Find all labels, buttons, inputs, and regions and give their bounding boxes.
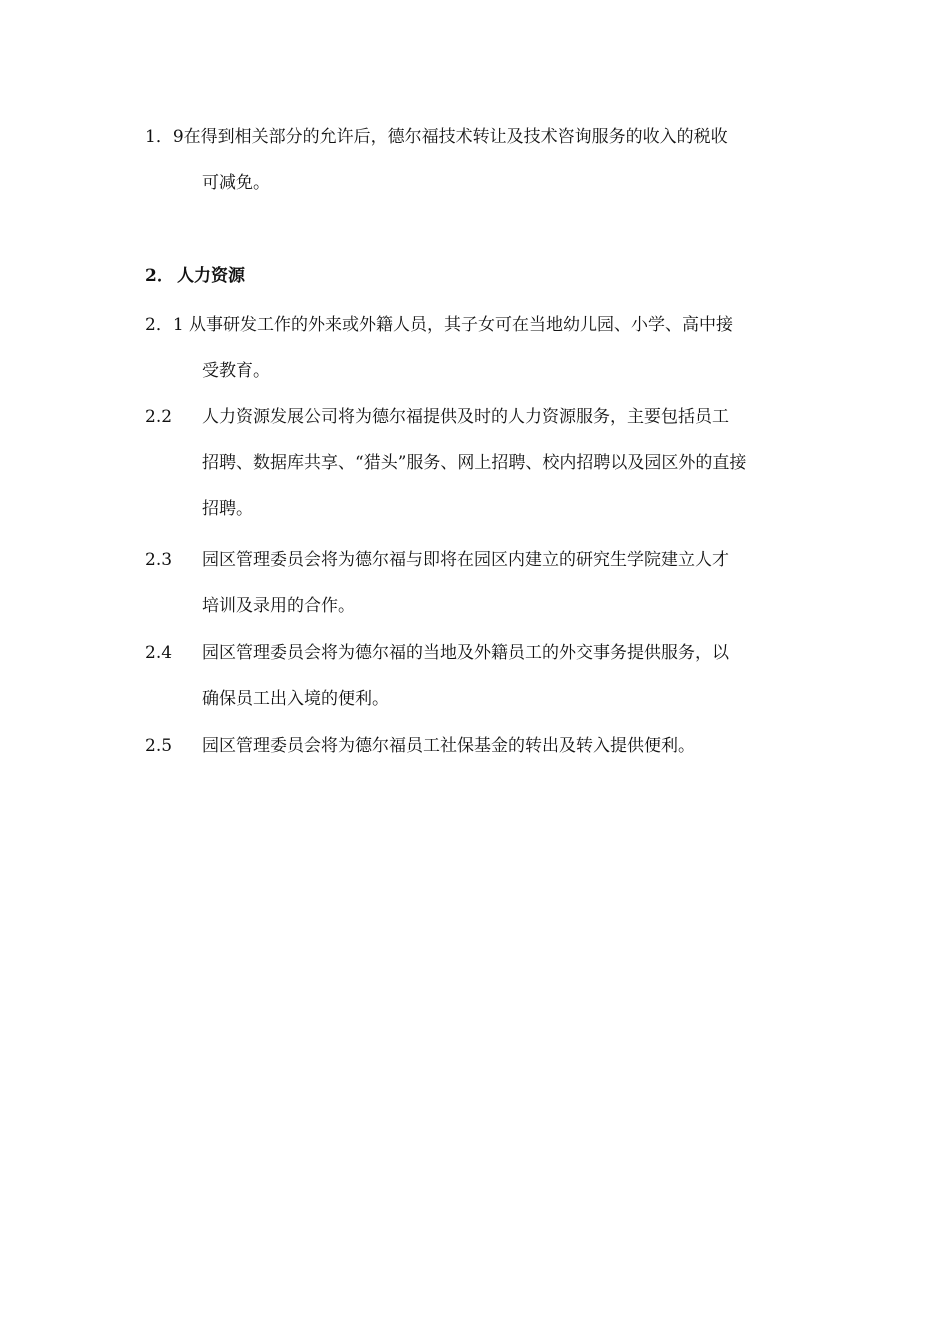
clause-2-2-line2: 招聘、数据库共享、“猎头”服务、网上招聘、校内招聘以及园区外的直接 <box>202 453 747 473</box>
section-number: 2． <box>145 266 174 286</box>
clause-1-9-line2: 可减免。 <box>202 173 270 193</box>
clause-number: 1．9 <box>145 127 184 147</box>
clause-number: 2．1 <box>145 315 184 335</box>
clause-2-4-line1 <box>145 630 815 676</box>
clause-2-5-line1 <box>145 723 815 769</box>
clause-2-1 <box>145 302 815 394</box>
clause-text: 人力资源发展公司将为德尔福提供及时的人力资源服务，主要包括员工 <box>202 407 729 427</box>
clause-2-3 <box>145 537 815 629</box>
section-heading <box>145 264 245 288</box>
clause-2-3-line1 <box>145 537 815 583</box>
clause-number: 2.3 <box>145 550 173 570</box>
clause-2-5 <box>145 723 815 769</box>
clause-2-1-line2: 受教育。 <box>202 361 270 381</box>
clause-number: 2.5 <box>145 736 173 756</box>
clause-number: 2.4 <box>145 643 173 663</box>
clause-number: 2.2 <box>145 407 173 427</box>
clause-text: 在得到相关部分的允许后，德尔福技术转让及技术咨询服务的收入的税收 <box>183 127 728 147</box>
clause-2-2 <box>145 394 815 532</box>
clause-2-1-line1 <box>145 302 815 348</box>
clause-2-3-line2: 培训及录用的合作。 <box>202 596 355 616</box>
clause-1-9 <box>145 114 815 206</box>
section-title: 人力资源 <box>177 266 245 286</box>
clause-text: 园区管理委员会将为德尔福与即将在园区内建立的研究生学院建立人才 <box>202 550 729 570</box>
clause-2-4-line2: 确保员工出入境的便利。 <box>202 689 389 709</box>
clause-text: 园区管理委员会将为德尔福的当地及外籍员工的外交事务提供服务，以 <box>202 643 729 663</box>
clause-text: 从事研发工作的外来或外籍人员，其子女可在当地幼儿园、小学、高中接 <box>183 315 734 335</box>
clause-1-9-line1 <box>145 114 815 160</box>
clause-text: 园区管理委员会将为德尔福员工社保基金的转出及转入提供便利。 <box>202 736 695 756</box>
clause-2-2-line3: 招聘。 <box>202 499 253 519</box>
clause-2-4 <box>145 630 815 722</box>
clause-2-2-line1 <box>145 394 815 440</box>
